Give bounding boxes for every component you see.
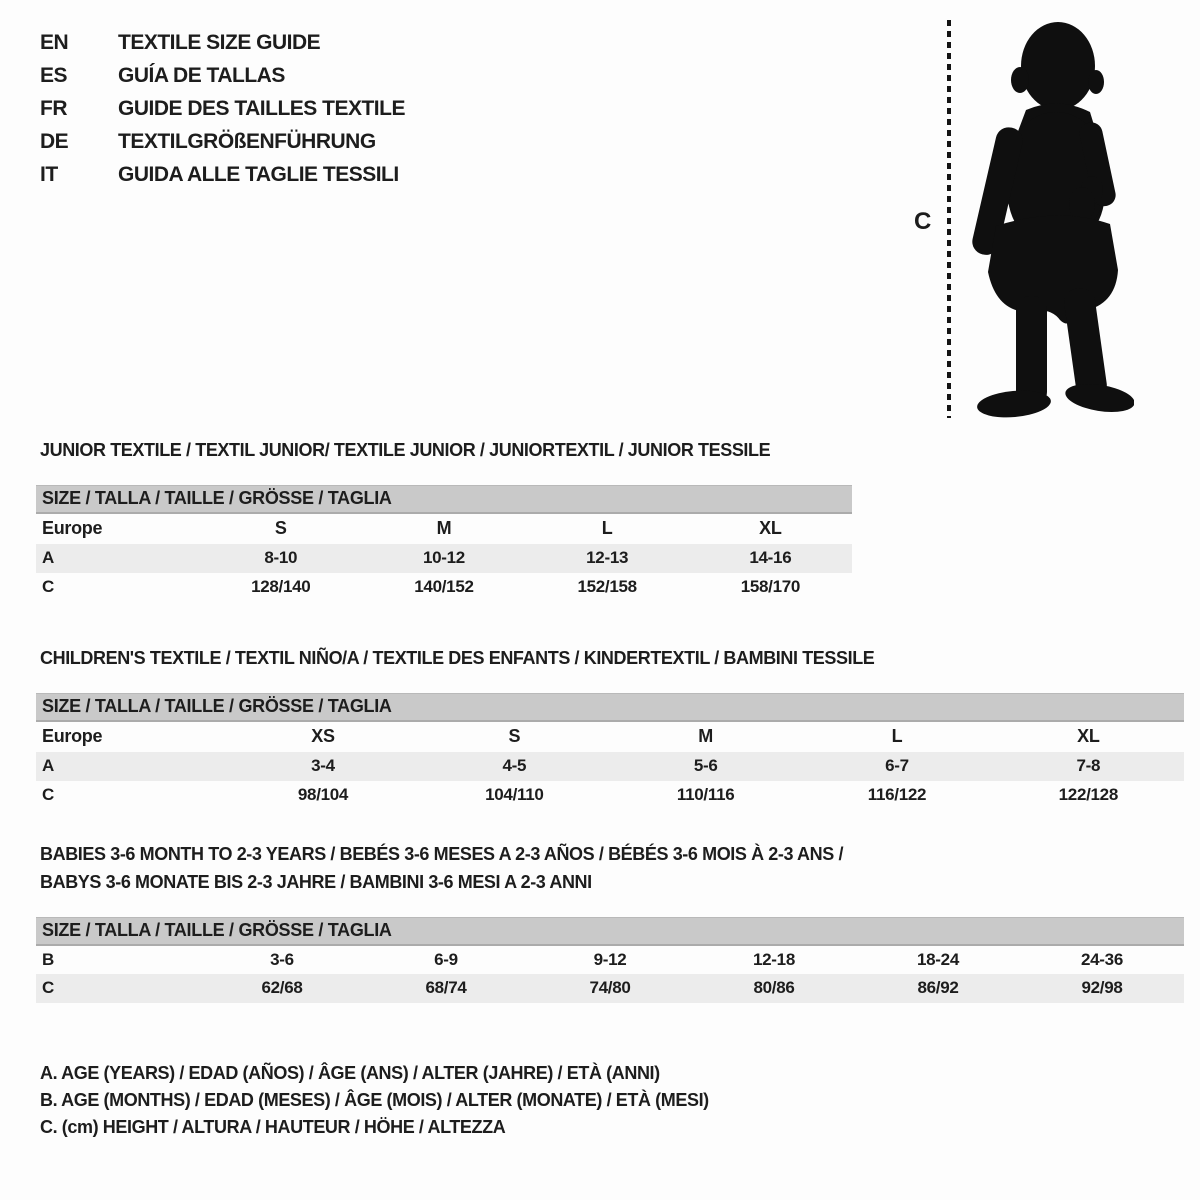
babies-section-title-line1: BABIES 3-6 MONTH TO 2-3 YEARS / BEBÉS 3-6 MESES A 2-3 AÑOS / BÉBÉS 3-6 MOIS À 2-3 ANS / xyxy=(40,844,844,864)
childrens-section-title: CHILDREN'S TEXTILE / TEXTIL NIÑO/A / TEXTILE DES ENFANTS / KINDERTEXTIL / BAMBINI TESSILE xyxy=(40,648,875,668)
size-header-bar xyxy=(36,694,1184,721)
size-column-header: S xyxy=(508,726,521,746)
size-value: 12-18 xyxy=(753,949,795,969)
footnote-a: A. AGE (YEARS) / EDAD (AÑOS) / ÂGE (ANS) / ALTER (JAHRE) / ETÀ (ANNI) xyxy=(40,1063,660,1083)
size-value: 68/74 xyxy=(364,974,528,1003)
guide-title: GUIDA ALLE TAGLIE TESSILI xyxy=(118,162,399,186)
row-label: C xyxy=(42,785,54,804)
row-label: C xyxy=(42,577,54,596)
childrens-textile-section xyxy=(36,644,1184,810)
table-row xyxy=(36,573,852,602)
size-value: 3-6 xyxy=(270,949,294,969)
size-value: 92/98 xyxy=(1020,974,1184,1003)
table-row xyxy=(36,945,1184,974)
childrens-size-table xyxy=(36,693,1184,810)
junior-section-title: JUNIOR TEXTILE / TEXTIL JUNIOR/ TEXTILE JUNIOR / JUNIORTEXTIL / JUNIOR TESSILE xyxy=(40,440,771,460)
footnote-b: B. AGE (MONTHS) / EDAD (MESES) / ÂGE (MOIS) / ALTER (MONATE) / ETÀ (MESI) xyxy=(40,1090,709,1110)
language-code: DE xyxy=(40,129,69,153)
guide-title: GUIDE DES TAILLES TEXTILE xyxy=(118,96,405,120)
language-row xyxy=(40,158,405,191)
size-column-header: M xyxy=(436,518,452,538)
language-row xyxy=(40,26,405,59)
size-column-header: XL xyxy=(1077,726,1100,746)
table-row xyxy=(36,544,852,573)
size-value: 18-24 xyxy=(917,949,959,969)
size-value: 74/80 xyxy=(528,974,692,1003)
size-value: 110/116 xyxy=(676,785,735,804)
size-value: 80/86 xyxy=(692,974,856,1003)
size-header-label: SIZE / TALLA / TAILLE / GRÖSSE / TAGLIA xyxy=(36,918,1184,945)
size-value: 98/104 xyxy=(297,785,349,804)
table-row xyxy=(36,974,1184,1003)
row-label: A xyxy=(36,544,199,573)
size-value: 7-8 xyxy=(993,752,1184,781)
babies-size-table xyxy=(36,917,1184,1003)
size-value: 3-4 xyxy=(227,752,418,781)
size-column-header: M xyxy=(698,726,713,746)
column-header-row xyxy=(36,513,852,544)
height-measure-label: C xyxy=(914,208,932,235)
junior-textile-section xyxy=(36,436,852,602)
language-title-block xyxy=(40,26,405,191)
toddler-silhouette-icon xyxy=(962,18,1134,420)
size-column-header: XL xyxy=(759,518,782,538)
guide-title: TEXTILE SIZE GUIDE xyxy=(118,30,321,54)
row-label: B xyxy=(42,949,54,969)
size-value: 116/122 xyxy=(867,785,927,804)
language-row xyxy=(40,92,405,125)
footnote-c: C. (cm) HEIGHT / ALTURA / HAUTEUR / HÖHE / ALTEZZA xyxy=(40,1117,506,1137)
guide-title: TEXTILGRÖßENFÜHRUNG xyxy=(118,129,376,153)
table-row xyxy=(36,752,1184,781)
size-header-label: SIZE / TALLA / TAILLE / GRÖSSE / TAGLIA xyxy=(36,694,1184,721)
language-code: FR xyxy=(40,96,67,120)
size-value: 140/152 xyxy=(414,577,474,596)
language-code: ES xyxy=(40,63,68,87)
guide-title: GUÍA DE TALLAS xyxy=(118,63,285,87)
babies-section-title-line2: BABYS 3-6 MONATE BIS 2-3 JAHRE / BAMBINI 3-6 MESI A 2-3 ANNI xyxy=(40,872,592,892)
size-header-label: SIZE / TALLA / TAILLE / GRÖSSE / TAGLIA xyxy=(36,486,852,513)
size-value: 6-9 xyxy=(434,949,458,969)
size-value: 152/158 xyxy=(577,577,637,596)
size-column-header: S xyxy=(274,518,287,538)
language-row xyxy=(40,59,405,92)
language-code: IT xyxy=(40,162,58,186)
region-label: Europe xyxy=(42,518,103,538)
size-header-bar xyxy=(36,918,1184,945)
size-header-bar xyxy=(36,486,852,513)
size-value: 86/92 xyxy=(856,974,1020,1003)
size-value: 158/170 xyxy=(740,577,801,596)
babies-textile-section xyxy=(36,840,1184,1003)
column-header-row xyxy=(36,721,1184,752)
language-row xyxy=(40,125,405,158)
size-column-header: L xyxy=(891,726,903,746)
size-column-header: L xyxy=(601,518,613,538)
size-value: 8-10 xyxy=(199,544,362,573)
size-value: 104/110 xyxy=(485,785,544,804)
size-value: 5-6 xyxy=(610,752,801,781)
size-value: 24-36 xyxy=(1081,949,1123,969)
size-value: 62/68 xyxy=(200,974,364,1003)
size-value: 14-16 xyxy=(689,544,852,573)
row-label: C xyxy=(36,974,200,1003)
height-measure-line xyxy=(947,20,951,418)
legend-footnotes xyxy=(40,1060,709,1141)
size-value: 6-7 xyxy=(801,752,992,781)
size-value: 122/128 xyxy=(1058,785,1118,804)
size-column-header: XS xyxy=(311,726,335,746)
size-value: 128/140 xyxy=(251,577,311,596)
size-value: 10-12 xyxy=(362,544,525,573)
region-label: Europe xyxy=(42,726,103,746)
junior-size-table xyxy=(36,485,852,602)
size-value: 9-12 xyxy=(593,949,627,969)
height-measure-figure xyxy=(900,14,1160,426)
row-label: A xyxy=(36,752,227,781)
size-value: 4-5 xyxy=(419,752,610,781)
language-code: EN xyxy=(40,30,69,54)
table-row xyxy=(36,781,1184,810)
size-value: 12-13 xyxy=(526,544,689,573)
